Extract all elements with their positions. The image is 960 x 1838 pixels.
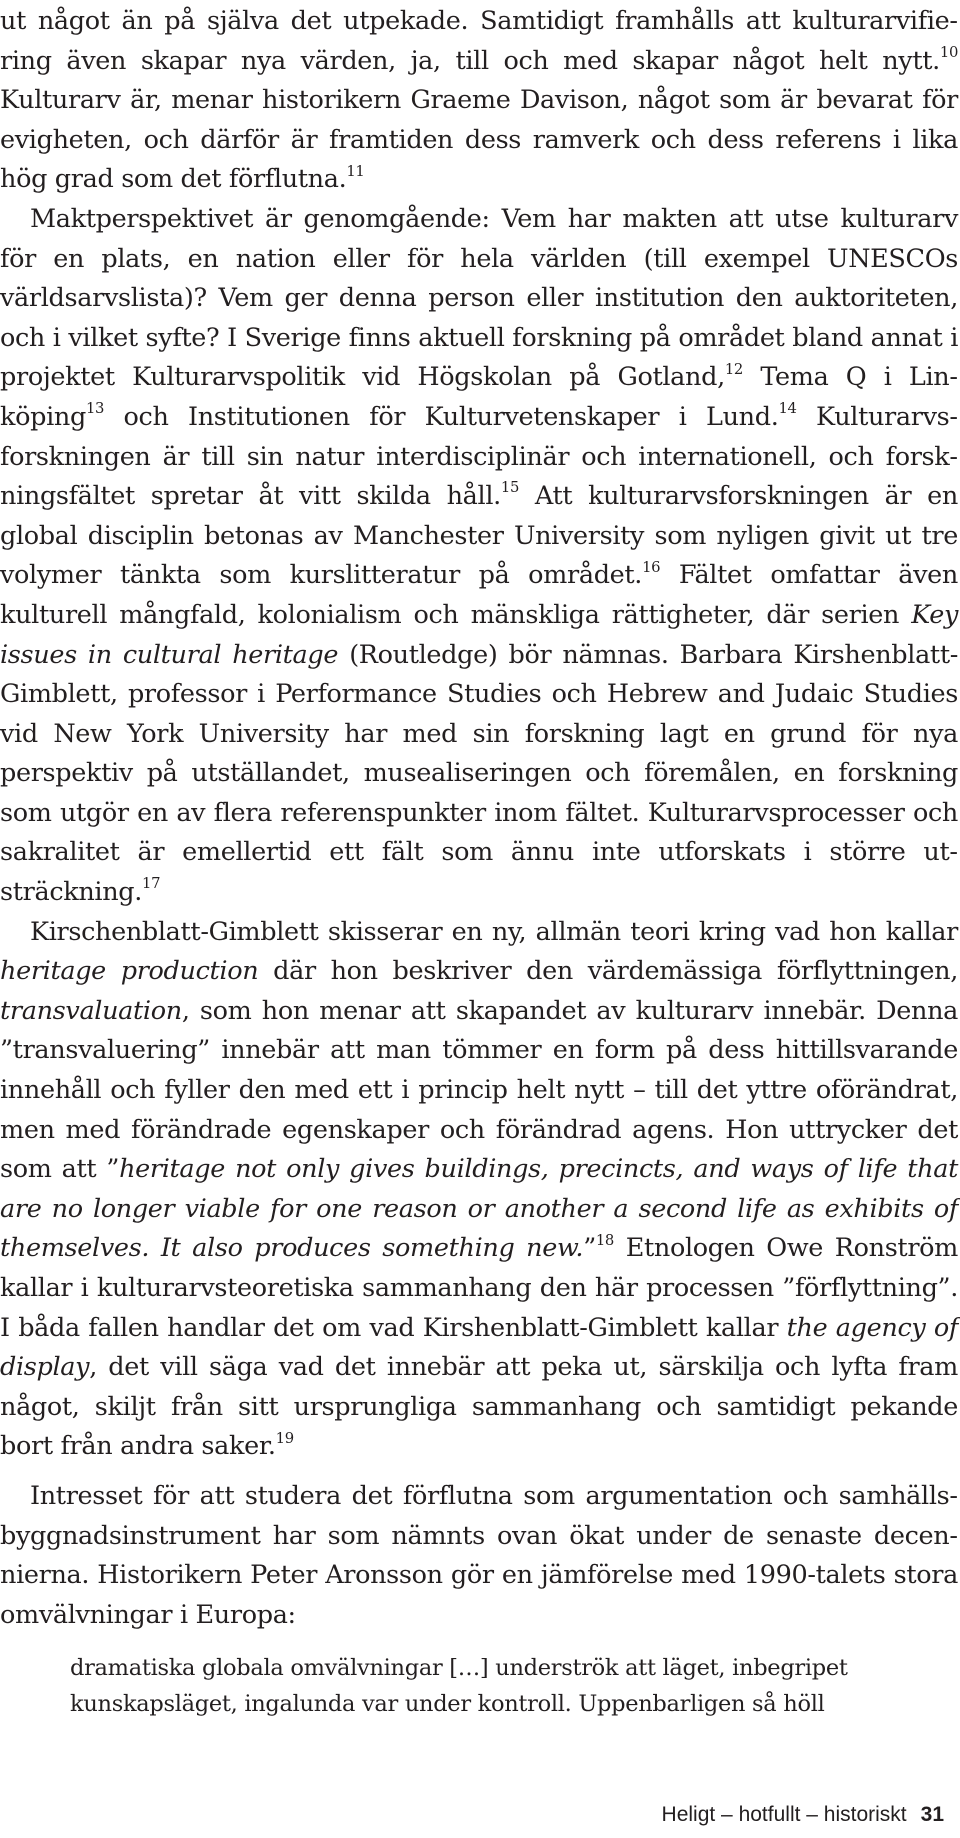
text-run: och Institutionen för Kulturvetenskaper i Lund. [104,401,779,432]
footnote-ref: 19 [275,1429,294,1447]
italic-text: transvaluation [0,995,182,1026]
text-run: Tema Q i Linköping [0,362,958,432]
block-quote: dramatiska globala omvälvningar […] underströk att läget, inbegripet kunskapsläget, ingalunda var under kontroll. Uppenbarligen så höll [70,1655,848,1717]
footnote-ref: 11 [346,162,365,180]
page-footer [662,1802,944,1828]
paragraph-1 [0,2,958,200]
paragraph-4 [0,1477,958,1635]
footnote-ref: 16 [642,558,661,576]
text-run: Kulturarv är, menar historikern Graeme Davison, något som är bevarat för evigheten, och därför är framtiden dess ramverk och dess referens i lika hög grad som det förflutna. [0,85,958,195]
text-run: Fältet omfattar även kulturell mångfald, kolonialism och mänskliga rättigheter, där serien [0,560,958,630]
text-run: Maktperspektivet är genomgående: Vem har makten att utse kulturarv för en plats, en nation eller för hela världen (till exempel UNESCOs världsarvslista)? Vem ger denna person eller institution den auktoriteten, och i vilket syfte? I Sverige finns aktuell forskning på området bland annat i projektet Kulturarvspolitik vid Högskolan på Gotland, [0,203,958,393]
text-run: där hon beskriver den värdemässiga förflyttningen, [258,956,958,987]
italic-text: heritage production [0,956,259,987]
text-run: Kirschenblatt-Gimblett skisserar en ny, allmän teori kring vad hon kallar [30,916,958,947]
text-run: Intresset för att studera det förflutna som argumentation och samhällsbyggnadsinstrument har som nämnts ovan ökat under de senaste decennierna. Historikern Peter Aronsson gör en jämförelse med 1990-talets stora omvälvningar i Europa: [0,1480,958,1630]
text-run: ” [583,1233,596,1264]
text-run: Att kulturarvsforskningen är en global disciplin betonas av Manchester University som nyligen givit ut tre volymer tänkta som kurslitteratur på området. [0,481,958,591]
text-run: (Routledge) bör nämnas. Barbara Kirshenblatt-Gimblett, professor i Performance Studies och Hebrew and Judaic Studies vid New York University har med sin forskning lagt en grund för nya perspektiv på utställandet, musealiseringen och föremålen, en forskning som utgör en av flera referenspunkter inom fältet. Kulturarvsprocesser och sakralitet är emellertid ett fält som ännu inte utforskats i större utsträckning. [0,639,958,908]
text-run: , det vill säga vad det innebär att peka ut, särskilja och lyfta fram något, skiljt från sitt ursprungliga sammanhang och samtidigt pekande bort från andra saker. [0,1352,958,1462]
text-run: , som hon menar att skapandet av kulturarv innebär. Denna ”transvaluering” innebär att man tömmer en form på dess hittillsvarande innehåll och fyller den med ett i princip helt nytt – till det yttre oförändrat, men med förändrade egenskaper och förändrad agens. Hon uttrycker det som att ” [0,995,958,1185]
footnote-ref: 17 [142,875,161,893]
running-title: Heligt – hotfullt – historiskt [661,1803,907,1826]
footnote-ref: 14 [778,400,797,418]
footnote-ref: 15 [500,479,520,497]
paragraph-3 [0,913,958,1467]
paragraph-2 [0,200,958,913]
footnote-ref: 13 [85,400,105,418]
text-run: Etnologen Owe Ronström kallar i kulturarvsteoretiska sammanhang den här processen ”förflyttning”. I båda fallen handlar det om vad Kirshenblatt-Gimblett kallar [0,1233,958,1343]
body-text [0,2,958,1635]
footnote-ref: 10 [939,43,958,61]
italic-text: the agency of display [0,1312,958,1383]
footnote-ref: 12 [724,360,743,378]
page-number: 31 [920,1803,944,1826]
italic-text: Key issues in cultural heritage [0,599,958,670]
text-run: Kulturarvsforskningen är till sin natur interdisciplinär och internationell, och forskningsfältet spretar åt vitt skilda håll. [0,401,958,512]
italic-text: heritage not only gives buildings, precincts, and ways of life that are no longer viable for one reason or another a second life as exhibits of themselves. It also produces something new. [0,1154,958,1264]
footnote-ref: 18 [595,1231,614,1249]
text-run: ut något än på själva det utpekade. Samtidigt framhålls att kulturarvifiering även skapar nya värden, ja, till och med skapar något helt nytt. [0,6,958,76]
